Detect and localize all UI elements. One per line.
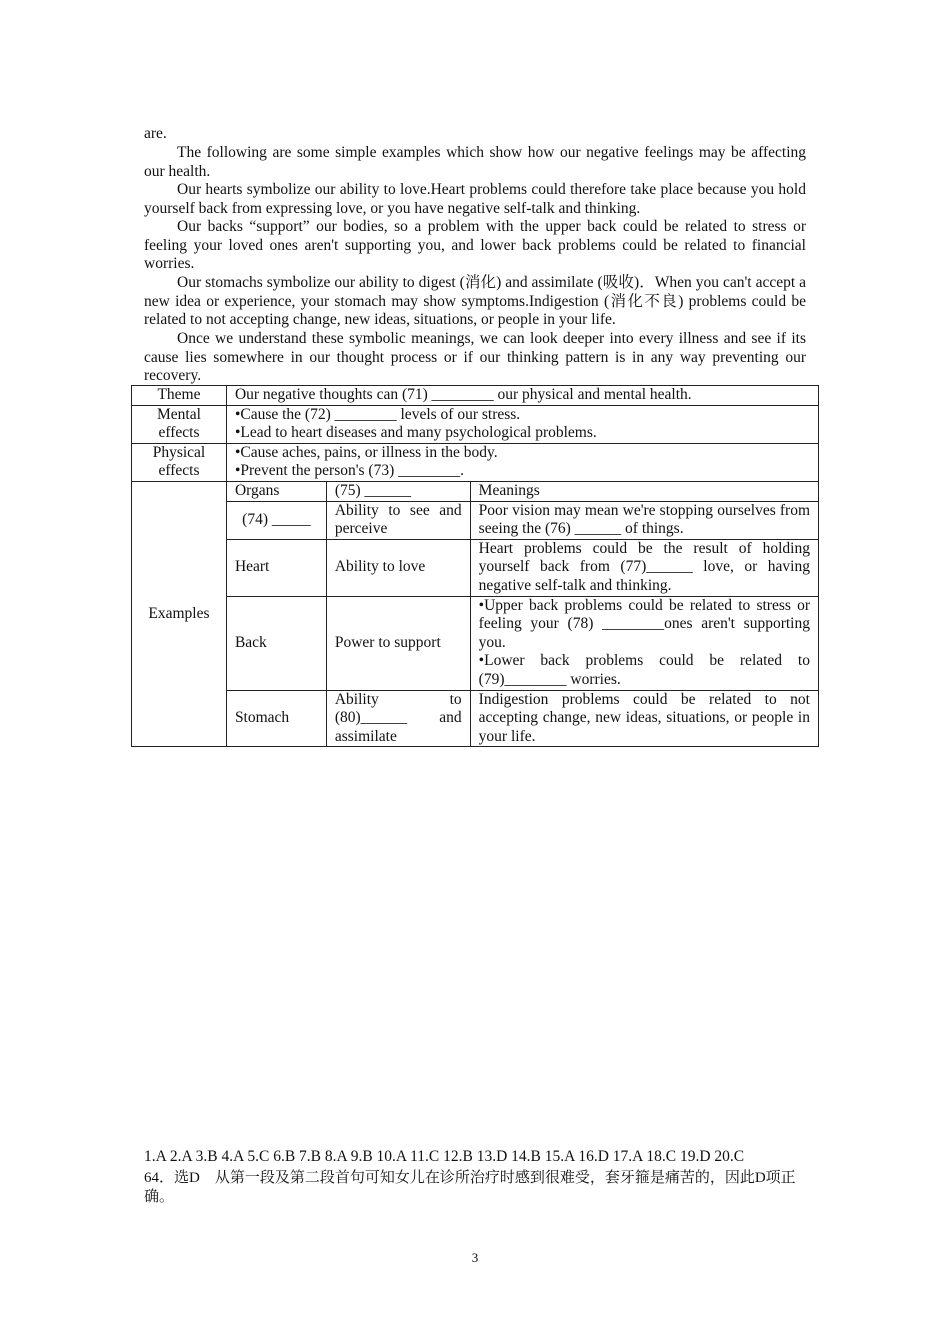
table-row <box>132 690 819 747</box>
header-blank-75: (75) ______ <box>326 481 470 501</box>
table-row-physical <box>132 443 819 481</box>
examples-label: Examples <box>132 481 227 746</box>
organ-cell: Back <box>226 596 326 690</box>
physical-effects-label: Physical effects <box>132 443 227 481</box>
ability-cell: Ability to (80)______ and assimilate <box>326 690 470 747</box>
meaning-cell: Heart problems could be the result of holding yourself back from (77)______ love, or having negative self‑talk and thinking. <box>470 539 818 596</box>
mental-effects-cell <box>226 405 818 443</box>
passage-fragment: are. <box>144 125 167 142</box>
mental-effects-label: Mental effects <box>132 405 227 443</box>
organ-cell: Heart <box>226 539 326 596</box>
theme-text: Our negative thoughts can (71) ________ our physical and mental health. <box>226 386 818 406</box>
summary-table <box>131 385 819 747</box>
table-row <box>132 539 819 596</box>
table-row-examples-header <box>132 481 819 501</box>
physical-effects-cell <box>226 443 818 481</box>
passage-paragraph-1: The following are some simple examples which show how our negative feelings may be affecting our health. <box>144 144 806 180</box>
passage-paragraph-3: Our backs “support” our bodies, so a problem with the upper back could be related to stress or feeling your loved ones aren't supporting you, and lower back problems could be related to financial worries. <box>144 218 806 273</box>
ability-cell: Ability to love <box>326 539 470 596</box>
table-row-mental <box>132 405 819 443</box>
table-row <box>132 501 819 539</box>
answer-key: 1.A 2.A 3.B 4.A 5.C 6.B 7.B 8.A 9.B 10.A 11.C 12.B 13.D 14.B 15.A 16.D 17.A 18.C 19.D 20.C <box>144 1148 745 1165</box>
mental-effect-1: •Cause the (72) ________ levels of our stress. <box>234 405 521 423</box>
meaning-item-lower-back: •Lower back problems could be related to (79)________ worries. <box>478 652 810 688</box>
meaning-cell <box>470 596 818 690</box>
passage-paragraph-5: Once we understand these symbolic meanings, we can look deeper into every illness and see if its cause lies somewhere in our thought process or if our thinking pattern is in any way preventing our recovery. <box>144 330 806 385</box>
table-row <box>132 596 819 690</box>
passage-paragraph-4: Our stomachs symbolize our ability to digest (消化) and assimilate (吸收)．When you can't accept a new idea or experience, your stomach may show symptoms.Indigestion (消化不良) problems could be related to not accepting change, new ideas, situations, or people in your life. <box>144 274 806 329</box>
theme-label: Theme <box>132 386 227 406</box>
ability-cell: Ability to see and perceive <box>326 501 470 539</box>
ability-cell: Power to support <box>326 596 470 690</box>
organ-cell: Stomach <box>226 690 326 747</box>
explanation-64: 64．选D 从第一段及第二段首句可知女儿在诊所治疗时感到很难受，套牙箍是痛苦的，因此D项正确。 <box>144 1170 796 1205</box>
table-row-theme <box>132 386 819 406</box>
header-organs: Organs <box>226 481 326 501</box>
meaning-cell: Poor vision may mean we're stopping ourselves from seeing the (76) ______ of things. <box>470 501 818 539</box>
organ-blank-74: (74) _____ <box>226 501 326 539</box>
passage-paragraph-2: Our hearts symbolize our ability to love.Heart problems could therefore take place because you hold yourself back from expressing love, or you have negative self‑talk and thinking. <box>144 181 806 217</box>
physical-effect-1: •Cause aches, pains, or illness in the body. <box>234 443 498 461</box>
meaning-item-upper-back: •Upper back problems could be related to stress or feeling your (78) ________ones aren't supporting you. <box>478 596 810 651</box>
page-number: 3 <box>471 1250 479 1265</box>
physical-effect-2: •Prevent the person's (73) ________. <box>234 462 464 480</box>
meaning-cell: Indigestion problems could be related to not accepting change, new ideas, situations, or people in your life. <box>470 690 818 747</box>
header-meanings: Meanings <box>470 481 818 501</box>
mental-effect-2: •Lead to heart diseases and many psychological problems. <box>234 424 597 442</box>
